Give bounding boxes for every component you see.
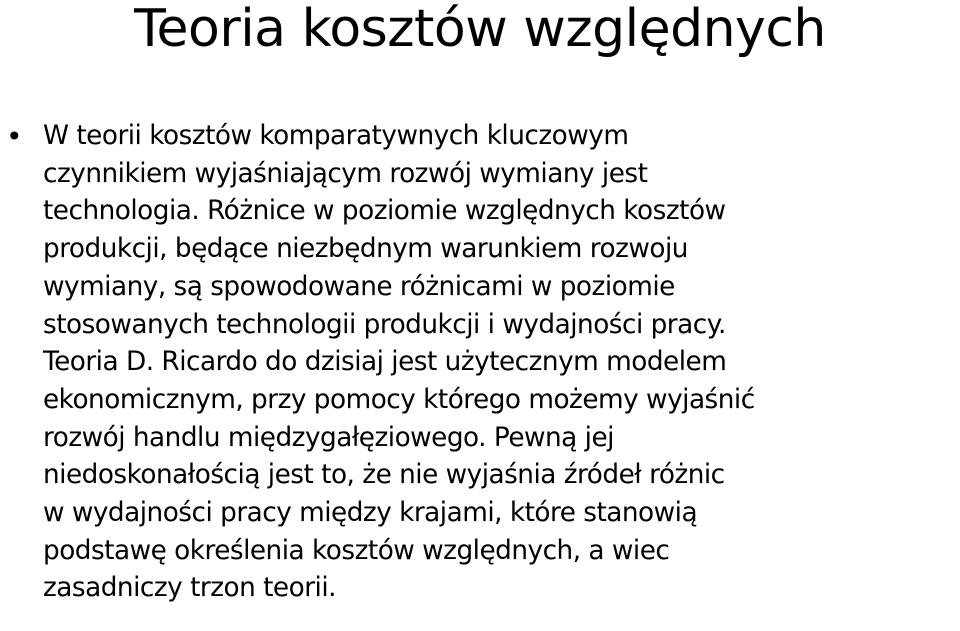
paragraph-line: Teoria D. Ricardo do dzisiaj jest użytecznym modelem: [43, 347, 727, 378]
paragraph-line: zasadniczy trzon teorii.: [43, 573, 336, 604]
paragraph-line: rozwój handlu międzygałęziowego. Pewną jej: [43, 422, 614, 453]
paragraph-line: produkcji, będące niezbędnym warunkiem rozwoju: [43, 234, 688, 265]
slide-title: Teoria kosztów względnych: [134, 0, 826, 59]
paragraph-line: podstawę określenia kosztów względnych, a wiec: [43, 535, 670, 566]
paragraph-line: W teorii kosztów komparatywnych kluczowym: [43, 121, 629, 151]
paragraph-line: niedoskonałością jest to, że nie wyjaśnia źródeł różnic: [43, 460, 725, 491]
paragraph-line: technologia. Różnice w poziomie względnych kosztów: [43, 196, 726, 227]
bullet-item: [0, 118, 960, 608]
paragraph-line: ekonomicznym, przy pomocy którego możemy wyjaśnić: [43, 384, 755, 415]
bullet-list: [0, 118, 960, 608]
paragraph-line: stosowanych technologii produkcji i wydajności pracy.: [43, 309, 726, 340]
paragraph-line: wymiany, są spowodowane różnicami w poziomie: [43, 271, 675, 302]
paragraph-line: czynnikiem wyjaśniającym rozwój wymiany jest: [43, 158, 648, 189]
paragraph-line: w wydajności pracy między krajami, które stanowią: [43, 498, 698, 529]
bullet-marker-icon: •: [6, 120, 23, 153]
slide-content: [0, 118, 960, 608]
